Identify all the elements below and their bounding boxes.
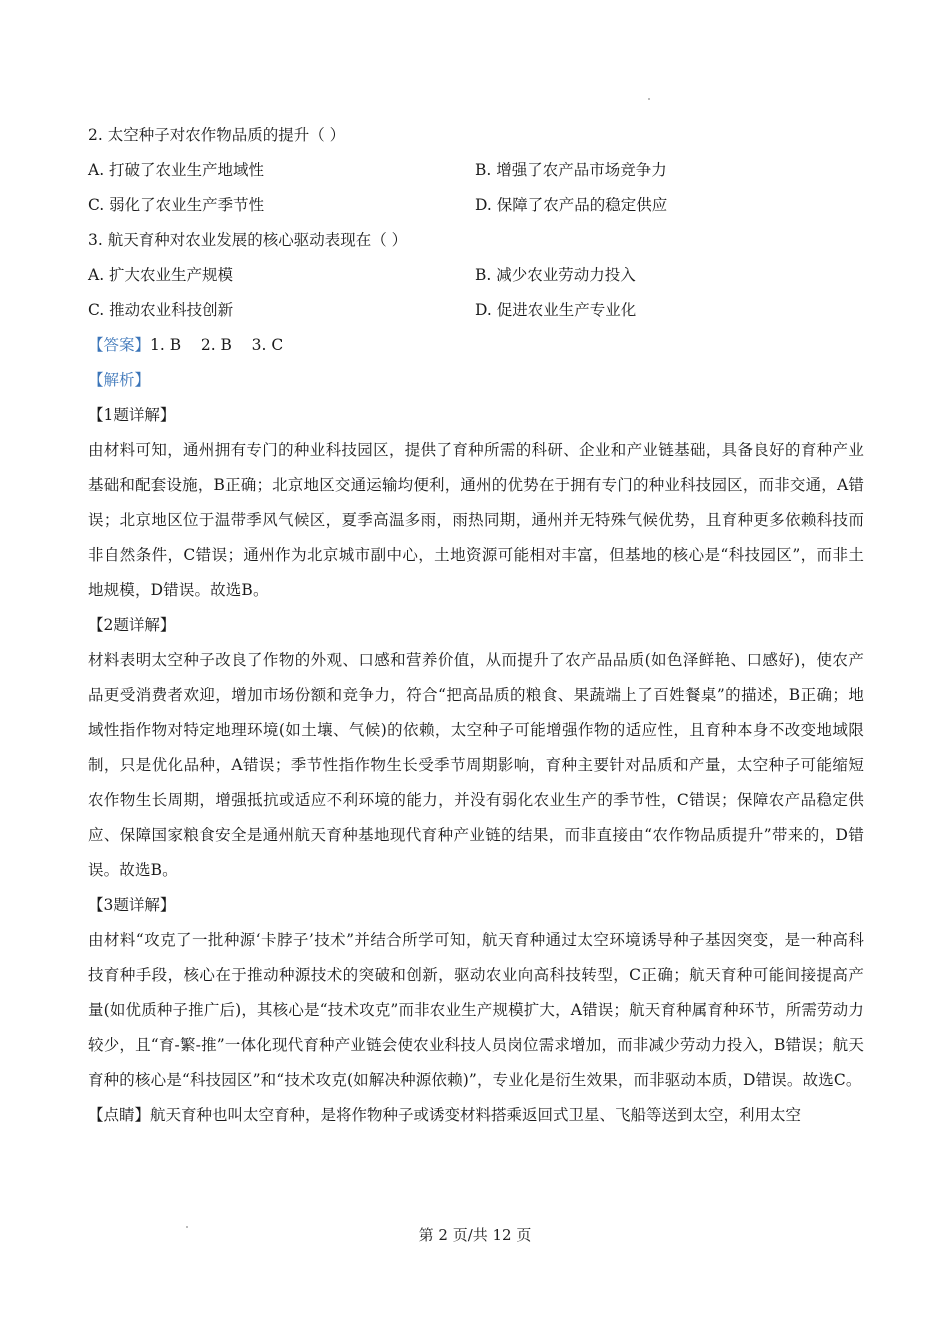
q2-option-a: A. 打破了农业生产地域性 (88, 161, 265, 179)
q3-option-c: C. 推动农业科技创新 (88, 301, 234, 319)
page-content (88, 118, 864, 1133)
q2-option-b: B. 增强了农产品市场竞争力 (475, 161, 667, 179)
detail-2-title: 【2题详解】 (88, 616, 176, 634)
detail-2-text: 材料表明太空种子改良了作物的外观、口感和营养价值，从而提升了农产品品质(如色泽鲜艳、口感好)，使农产品更受消费者欢迎，增加市场份额和竞争力，符合“把高品质的粮食、果蔬端上了百姓餐桌”的描述，B正确；地域性指作物对特定地理环境(如土壤、气候)的依赖，太空种子可能增强作物的适应性，且育种本身不改变地域限制，只是优化品种，A错误；季节性指作物生长受季节周期影响，育种主要针对品质和产量，太空种子可能缩短农作物生长周期，增强抵抗或适应不利环境的能力，并没有弱化农业生产的季节性，C错误；保障农产品稳定供应、保障国家粮食安全是通州航天育种基地现代育种产业链的结果，而非直接由“农作物品质提升”带来的，D错误。故选B。 (88, 651, 864, 879)
q3-option-b: B. 减少农业劳动力投入 (475, 266, 636, 284)
answer-label: 【答案】 (88, 336, 151, 354)
detail-3-title: 【3题详解】 (88, 896, 176, 914)
detail-3-text: 由材料“攻克了一批种源‘卡脖子’技术”并结合所学可知，航天育种通过太空环境诱导种子基因突变，是一种高科技育种手段，核心在于推动种源技术的突破和创新，驱动农业向高科技转型，C正确；航天育种可能间接提高产量(如优质种子推广后)，其核心是“技术攻克”而非农业生产规模扩大，A错误；航天育种属育种环节，所需劳动力较少，且“育-繁-推”一体化现代育种产业链会使农业科技人员岗位需求增加，而非减少劳动力投入，B错误；航天育种的核心是“科技园区”和“技术攻克(如解决种源依赖)”，专业化是衍生效果，而非驱动本质，D错误。故选C。 (88, 931, 864, 1089)
question-2-options-row-1 (88, 153, 864, 188)
question-3-options-row-2 (88, 293, 864, 328)
dianjing-line (88, 1098, 864, 1133)
detail-1-text: 由材料可知，通州拥有专门的种业科技园区，提供了育种所需的科研、企业和产业链基础，具备良好的育种产业基础和配套设施，B正确；北京地区交通运输均便利，通州的优势在于拥有专门的种业科技园区，而非交通，A错误；北京地区位于温带季风气候区，夏季高温多雨，雨热同期，通州并无特殊气候优势，且育种更多依赖科技而非自然条件，C错误；通州作为北京城市副中心，土地资源可能相对丰富，但基地的核心是“科技园区”，而非土地规模，D错误。故选B。 (88, 441, 864, 599)
page-footer: 第 2 页/共 12 页 (418, 1226, 532, 1244)
scan-speck (648, 98, 650, 100)
question-2-stem: 2. 太空种子对农作物品质的提升（ ） (88, 126, 346, 144)
analysis-label: 【解析】 (88, 371, 151, 389)
answer-text: 1. B 2. B 3. C (150, 336, 284, 354)
question-3-stem: 3. 航天育种对农业发展的核心驱动表现在（ ） (88, 231, 408, 249)
answer-line (88, 328, 864, 363)
detail-1-title: 【1题详解】 (88, 406, 176, 424)
q2-option-c: C. 弱化了农业生产季节性 (88, 196, 265, 214)
question-3-options-row-1 (88, 258, 864, 293)
q3-option-a: A. 扩大农业生产规模 (88, 266, 234, 284)
question-2-options-row-2 (88, 188, 864, 223)
q3-option-d: D. 促进农业生产专业化 (475, 301, 637, 319)
q2-option-d: D. 保障了农产品的稳定供应 (475, 196, 668, 214)
dianjing-text: 航天育种也叫太空育种，是将作物种子或诱变材料搭乘返回式卫星、飞船等送到太空，利用太空 (150, 1106, 802, 1124)
dianjing-label: 【点睛】 (88, 1106, 151, 1124)
